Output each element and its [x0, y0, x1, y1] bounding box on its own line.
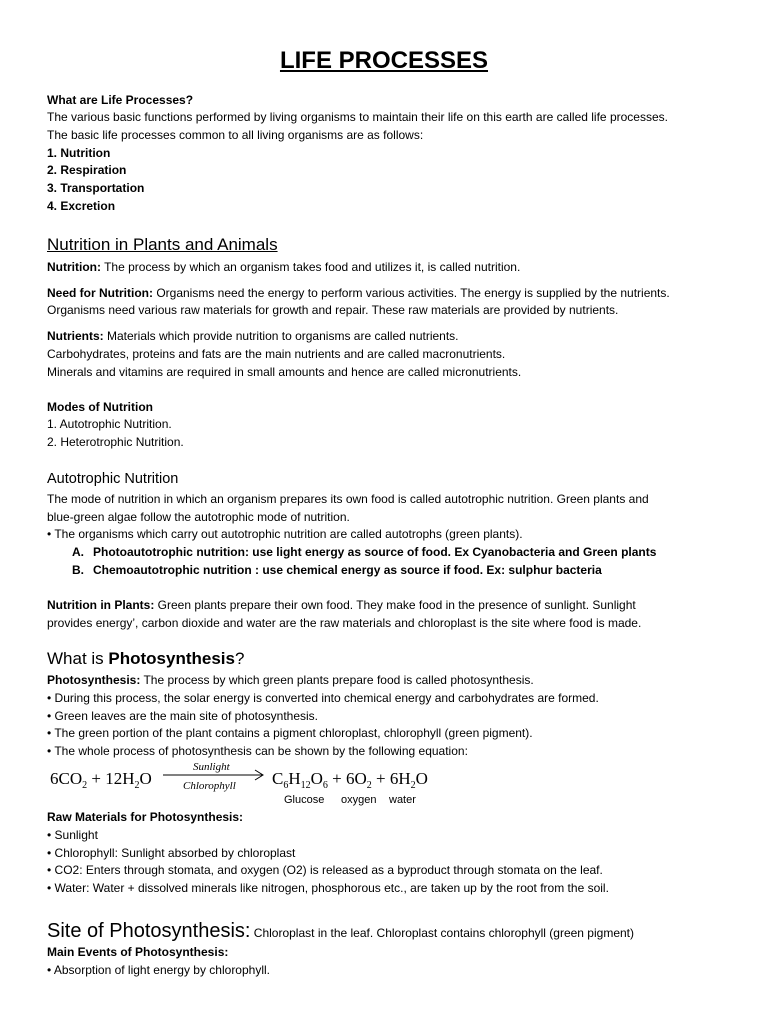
- nutrition-in-plants-line-2: provides energy’, carbon dioxide and water are the raw materials and chloroplast is the site where food is made.: [47, 616, 642, 630]
- life-process-item: 4. Excretion: [47, 199, 116, 213]
- arrow-label-chlorophyll: Chlorophyll: [183, 780, 236, 792]
- raw-material-item: • Water: Water + dissolved minerals like nitrogen, phosphorous etc., are taken up by the root from the soil.: [47, 881, 609, 895]
- modes-heading: Modes of Nutrition: [47, 400, 153, 414]
- equation-label-oxygen: oxygen: [341, 794, 377, 806]
- life-process-item: 3. Transportation: [47, 181, 145, 195]
- micronutrients-line: Minerals and vitamins are required in small amounts and hence are called micronutrients.: [47, 365, 522, 379]
- autotrophic-type-item: A. Photoautotrophic nutrition: use light energy as source of food. Ex Cyanobacteria and Green plants: [72, 545, 657, 559]
- nutrition-definition: Nutrition: The process by which an organism takes food and utilizes it, is called nutrition.: [47, 260, 521, 274]
- site-of-photosynthesis: Site of Photosynthesis: Chloroplast in the leaf. Chloroplast contains chlorophyll (green pigment): [47, 920, 634, 942]
- arrow-label-sunlight: Sunlight: [193, 761, 230, 773]
- section-heading-photosynthesis: What is Photosynthesis?: [47, 649, 245, 668]
- macronutrients-line: Carbohydrates, proteins and fats are the main nutrients and are called macronutrients.: [47, 347, 506, 361]
- equation-label-water: water: [389, 794, 416, 806]
- intro-line-2: The basic life processes common to all living organisms are as follows:: [47, 128, 424, 142]
- nutrition-in-plants-line-1: Nutrition in Plants: Green plants prepare their own food. They make food in the presence of sunlight. Sunlight: [47, 598, 636, 612]
- autotrophic-type-item: B. Chemoautotrophic nutrition : use chemical energy as source if food. Ex: sulphur bacteria: [72, 563, 602, 577]
- equation-label-glucose: Glucose: [284, 794, 325, 806]
- reactant-co2: $6CO_2 + 12H_2O$: [50, 769, 152, 791]
- section-heading-autotrophic: Autotrophic Nutrition: [47, 471, 179, 487]
- intro-question: What are Life Processes?: [47, 93, 194, 107]
- nutrients-definition: Nutrients: Materials which provide nutrition to organisms are called nutrients.: [47, 329, 459, 343]
- section-heading-nutrition: Nutrition in Plants and Animals: [47, 235, 278, 254]
- raw-material-item: • Chlorophyll: Sunlight absorbed by chloroplast: [47, 846, 296, 860]
- mode-item: 2. Heterotrophic Nutrition.: [47, 435, 184, 449]
- autotrophic-line-2: blue-green algae follow the autotrophic mode of nutrition.: [47, 510, 350, 524]
- photosynthesis-definition: Photosynthesis: The process by which green plants prepare food is called photosynthesis.: [47, 673, 534, 687]
- life-process-item: 1. Nutrition: [47, 146, 111, 160]
- photosynthesis-bullet: • The green portion of the plant contains a pigment chloroplast, chlorophyll (green pigment).: [47, 726, 533, 740]
- need-for-nutrition-line-2: Organisms need various raw materials for growth and repair. These raw materials are provided by nutrients.: [47, 303, 619, 317]
- photosynthesis-bullet: • During this process, the solar energy is converted into chemical energy and carbohydrates are formed.: [47, 691, 599, 705]
- intro-line-1: The various basic functions performed by living organisms to maintain their life on this earth are called life processes.: [47, 110, 668, 124]
- photosynthesis-bullet: • Green leaves are the main site of photosynthesis.: [47, 709, 319, 723]
- main-events-heading: Main Events of Photosynthesis:: [47, 945, 229, 959]
- page-title: LIFE PROCESSES: [279, 47, 489, 74]
- need-for-nutrition-line-1: Need for Nutrition: Organisms need the energy to perform various activities. The energy is supplied by the nutrients.: [47, 286, 670, 300]
- mode-item: 1. Autotrophic Nutrition.: [47, 417, 172, 431]
- raw-material-item: • Sunlight: [47, 828, 98, 842]
- raw-material-item: • CO2: Enters through stomata, and oxygen (O2) is released as a byproduct through stomata on the leaf.: [47, 863, 603, 877]
- autotrophs-bullet: • The organisms which carry out autotrophic nutrition are called autotrophs (green plants).: [47, 527, 523, 541]
- photosynthesis-bullet: • The whole process of photosynthesis can be shown by the following equation:: [47, 744, 468, 758]
- autotrophic-line-1: The mode of nutrition in which an organism prepares its own food is called autotrophic nutrition. Green plants and: [47, 492, 649, 506]
- life-process-item: 2. Respiration: [47, 163, 127, 177]
- raw-materials-heading: Raw Materials for Photosynthesis:: [47, 810, 244, 824]
- product-glucose: $C_6H_{12}O_6 + 6O_2 + 6H_2O$: [272, 769, 428, 791]
- main-event-item: • Absorption of light energy by chlorophyll.: [47, 963, 270, 977]
